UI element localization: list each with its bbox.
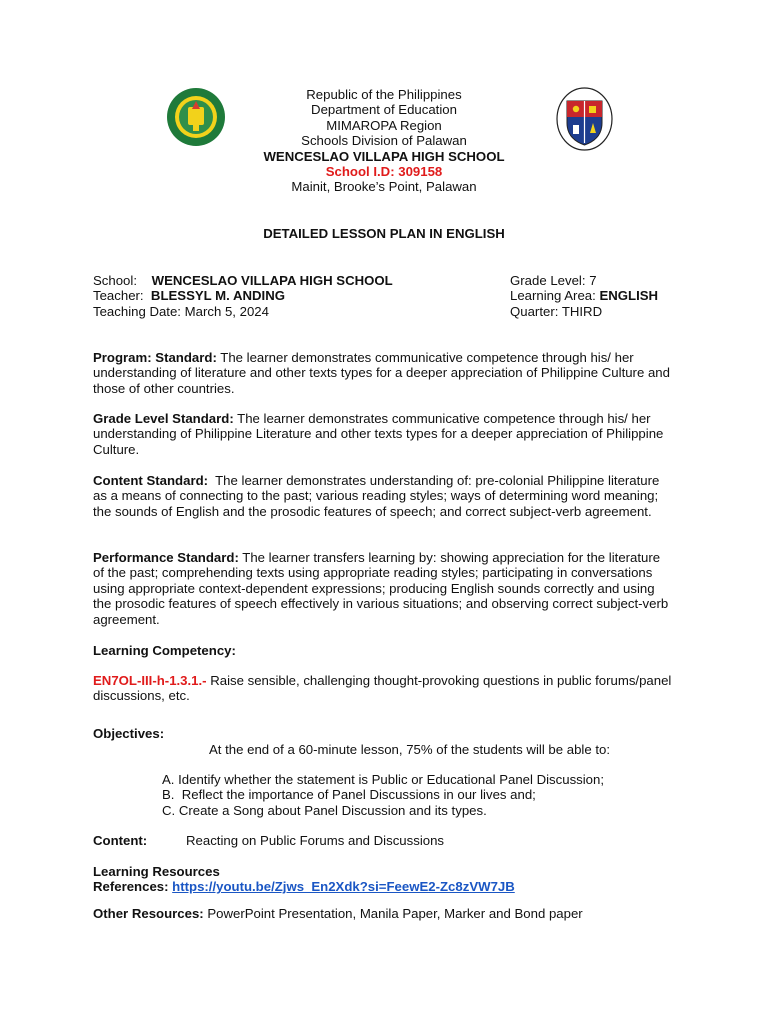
school-seal-logo [556, 87, 613, 151]
program-standard [93, 350, 673, 396]
teacher-value: BLESSYL M. ANDING [150, 288, 286, 304]
teaching-date-value: March 5, 2024 [184, 303, 269, 319]
teacher-label: Teacher: [93, 288, 144, 304]
quarter-label: Quarter: [510, 303, 559, 319]
quarter-value: THIRD [561, 303, 603, 319]
learning-area-value: ENGLISH [599, 288, 659, 304]
lesson-plan-title: DETAILED LESSON PLAN IN ENGLISH [263, 226, 505, 241]
objective-item: A. Identify whether the statement is Public or Educational Panel Discussion; [162, 772, 605, 787]
division-line: Schools Division of Palawan [301, 133, 467, 149]
references-label: References: [93, 879, 169, 895]
competency-code: EN7OL-III-h-1.3.1.- [93, 673, 207, 688]
grade-level-standard-label: Grade Level Standard: [93, 411, 234, 426]
program-standard-text: The learner demonstrates communicative competence through his/ her understanding of literature and other texts types for a deeper appreciation of Philippine Culture and those of other countries. [93, 350, 670, 396]
performance-standard [93, 550, 673, 627]
competency-text: Raise sensible, challenging thought-provoking questions in public forums/panel discussions, etc. [93, 673, 672, 704]
objectives-heading [93, 726, 673, 741]
other-resources-value: PowerPoint Presentation, Manila Paper, Marker and Bond paper [207, 906, 583, 921]
learning-competency-label: Learning Competency: [93, 643, 236, 658]
content-value: Reacting on Public Forums and Discussions [186, 833, 445, 848]
info-block [93, 273, 693, 319]
school-label: School: [93, 273, 137, 288]
learning-competency [93, 673, 673, 704]
other-resources-label: Other Resources: [93, 906, 204, 921]
objectives-list [162, 772, 604, 818]
learning-resources-label: Learning Resources [93, 864, 220, 879]
content-standard-text: The learner demonstrates understanding of: pre-colonial Philippine literature as a means of connecting to the past; various reading styles; ways of determining word meaning; the sounds of English and the prosodic features of speech; and correct subject-verb agreement. [93, 473, 660, 519]
performance-standard-label: Performance Standard: [93, 550, 239, 565]
republic-line: Republic of the Philippines [306, 87, 462, 102]
references-link[interactable]: https://youtu.be/Zjws_En2Xdk?si=FeewE2-Zc8zVW7JB [172, 879, 515, 895]
grade-level-standard [93, 411, 673, 457]
other-resources [93, 906, 673, 921]
grade-level-value: 7 [589, 273, 597, 288]
content-standard [93, 473, 673, 519]
objective-item: B. Reflect the importance of Panel Discussions in our lives and; [162, 787, 536, 803]
performance-standard-text: The learner transfers learning by: showing appreciation for the literature of the past; comprehending texts using appropriate reading styles; participating in conversations using appropriate context-dependent expressions; producing English sounds correctly and using the prosodic features of speech effectively in various situations; and observing correct subject-verb agreement. [93, 550, 669, 627]
program-standard-label: Program: Standard: [93, 350, 217, 365]
teaching-date-label: Teaching Date: [93, 303, 181, 319]
learning-resources [93, 864, 673, 895]
learning-area-label: Learning Area: [510, 288, 596, 304]
learning-competency-heading [93, 643, 673, 658]
school-address: Mainit, Brooke’s Point, Palawan [291, 179, 477, 195]
content-row [93, 833, 445, 848]
objective-item: C. Create a Song about Panel Discussion and its types. [162, 802, 487, 818]
grade-level-label: Grade Level: [510, 273, 586, 288]
content-standard-label: Content Standard: [93, 473, 209, 488]
school-id: School I.D: 309158 [325, 164, 443, 180]
grade-level-standard-text: The learner demonstrates communicative competence through his/ her understanding of Philippine Literature and other texts types for a deeper appreciation of Philippine Culture. [93, 411, 664, 457]
school-value: WENCESLAO VILLAPA HIGH SCHOOL [151, 273, 393, 288]
region-line: MIMAROPA Region [326, 117, 442, 133]
deped-seal-logo [166, 87, 226, 147]
content-label: Content: [93, 833, 148, 848]
department-line: Department of Education [311, 102, 457, 118]
objectives-label: Objectives: [93, 726, 165, 741]
school-name: WENCESLAO VILLAPA HIGH SCHOOL [263, 148, 505, 164]
letterhead [234, 87, 534, 195]
objectives-intro: At the end of a 60-minute lesson, 75% of the students will be able to: [209, 742, 611, 757]
